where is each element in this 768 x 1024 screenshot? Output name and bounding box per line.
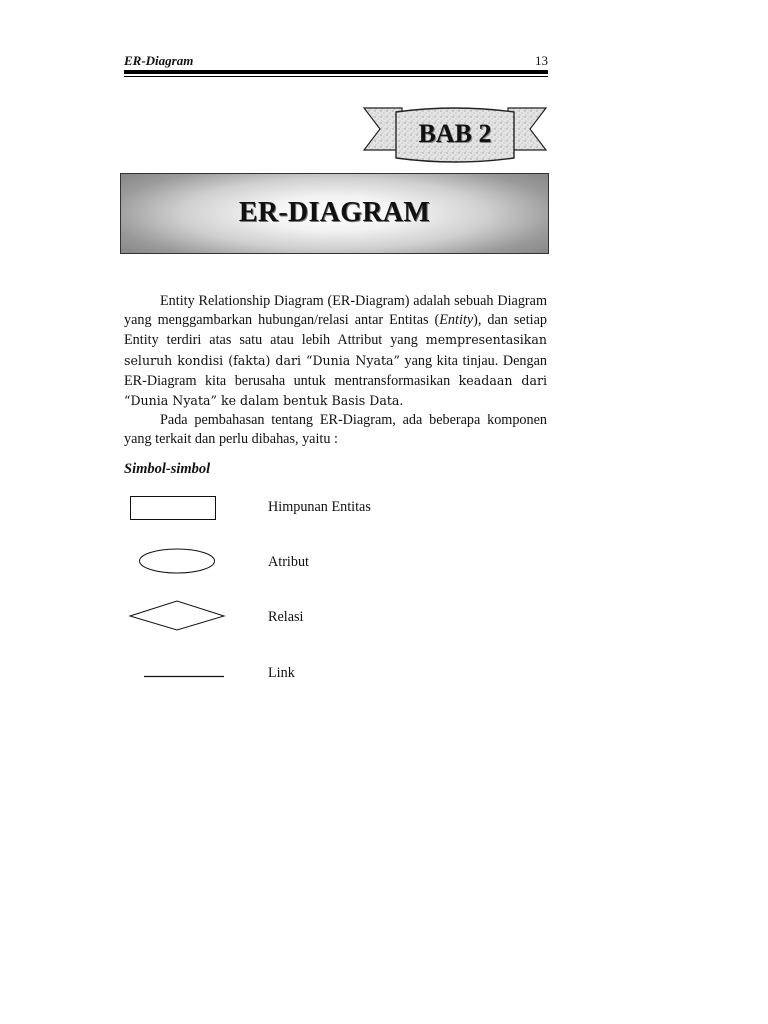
entity-term: Entity — [439, 312, 474, 329]
paragraph-intro-part-5: keadaan dari “Dunia Nyata” ke dalam bentuk Basis Data. — [124, 372, 547, 409]
page-number: 13 — [535, 53, 548, 68]
symbol-row-attribute — [124, 541, 548, 585]
header-rule-thin — [124, 76, 548, 77]
symbol-row-relation — [124, 596, 548, 640]
paragraph-intro-part-1: Entity Relationship Diagram (ER-Diagram) adalah sebuah Diagram yang menggambarkan hubungan/relasi antar Entitas ( — [124, 293, 547, 329]
line-symbol-icon — [124, 652, 234, 696]
paragraph-intro — [124, 292, 547, 411]
header-rule-thick — [124, 70, 548, 74]
symbols-heading: Simbol-simbol — [124, 461, 211, 477]
chapter-number: BAB 2 — [418, 119, 492, 148]
symbol-label-attribute: Atribut — [268, 554, 309, 570]
running-header — [124, 53, 548, 71]
body-text — [124, 292, 547, 450]
chapter-ribbon — [362, 104, 548, 166]
paragraph-intro-part-4: yang kita tinjau. Dengan ER-Diagram kita berusaha untuk mentransformasikan — [124, 352, 547, 389]
symbol-label-relation: Relasi — [268, 609, 304, 625]
paragraph-components: Pada pembahasan tentang ER-Diagram, ada beberapa komponen yang terkait dan perlu dibahas, yaitu : — [124, 412, 547, 448]
rectangle-symbol-icon — [124, 486, 234, 530]
diamond-symbol-icon — [124, 596, 234, 640]
symbol-label-link: Link — [268, 665, 295, 681]
paragraph-intro-part-3: mempresentasikan seluruh kondisi (fakta) dari “Dunia Nyata” — [124, 332, 547, 368]
ellipse-symbol-icon — [124, 541, 234, 585]
symbol-label-entity: Himpunan Entitas — [268, 499, 371, 515]
symbol-row-entity — [124, 486, 548, 530]
chapter-title-box — [120, 173, 549, 254]
running-title: ER-Diagram — [124, 53, 194, 68]
symbol-row-link — [124, 652, 548, 696]
chapter-title: ER-DIAGRAM — [238, 197, 431, 228]
paragraph-intro-part-2: ), dan setiap Entity terdiri atas satu atau lebih Attribut yang — [124, 312, 547, 349]
